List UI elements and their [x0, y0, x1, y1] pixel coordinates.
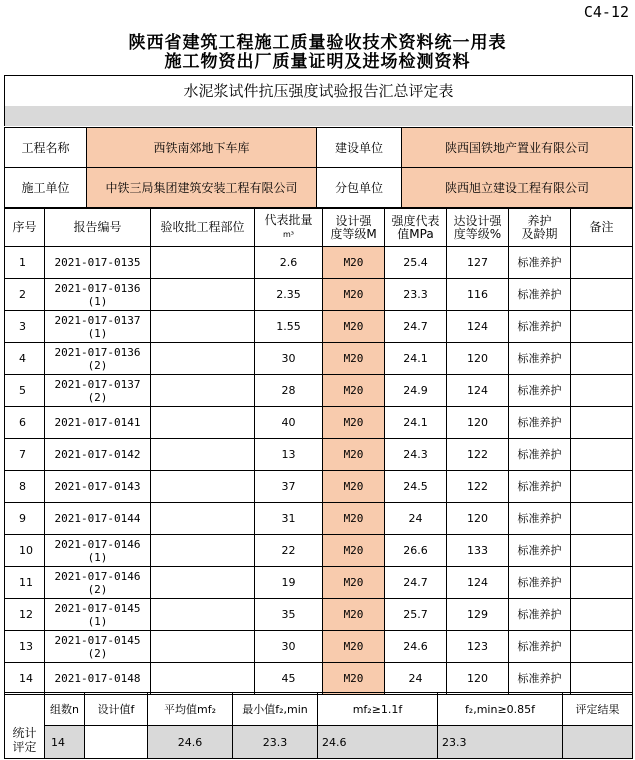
row-report-no[interactable] — [45, 279, 151, 311]
row-curing[interactable]: 标准养护 — [509, 567, 571, 599]
form-code: C4-12 — [583, 3, 629, 21]
row-grade[interactable]: M20 — [323, 663, 385, 695]
row-strength[interactable]: 24.7 — [385, 311, 447, 343]
col-curing — [509, 209, 571, 247]
table-row — [5, 471, 633, 503]
design-value[interactable] — [85, 726, 148, 759]
row-grade[interactable]: M20 — [323, 311, 385, 343]
row-curing[interactable]: 标准养护 — [509, 599, 571, 631]
report-subtitle: 水泥浆试件抗压强度试验报告汇总评定表 — [4, 75, 633, 107]
row-seq[interactable]: 11 — [5, 567, 45, 599]
row-batch[interactable]: 40 — [255, 407, 323, 439]
row-grade[interactable]: M20 — [323, 503, 385, 535]
row-curing[interactable]: 标准养护 — [509, 439, 571, 471]
row-location[interactable] — [151, 343, 255, 375]
row-grade[interactable]: M20 — [323, 535, 385, 567]
stats-label-text: 统计评定 — [12, 726, 37, 754]
col-batch — [255, 209, 323, 247]
result-label: 评定结果 — [563, 693, 633, 726]
row-grade[interactable]: M20 — [323, 343, 385, 375]
contractor-label: 施工单位 — [5, 168, 87, 208]
condition2-label: f₂,min≥0.85f — [438, 693, 563, 726]
row-curing[interactable]: 标准养护 — [509, 375, 571, 407]
row-seq[interactable]: 3 — [5, 311, 45, 343]
row-location[interactable] — [151, 375, 255, 407]
subcontractor-label: 分包单位 — [317, 168, 402, 208]
project-info-table — [4, 127, 633, 208]
row-report-no[interactable] — [45, 407, 151, 439]
row-strength[interactable]: 26.6 — [385, 535, 447, 567]
table-row — [5, 407, 633, 439]
row-strength[interactable]: 24.6 — [385, 631, 447, 663]
col-pct — [447, 209, 509, 247]
row-pct[interactable]: 123 — [447, 631, 509, 663]
row-strength[interactable]: 24.5 — [385, 471, 447, 503]
row-remark[interactable] — [571, 535, 633, 567]
col-grade — [323, 209, 385, 247]
condition2-value[interactable]: 23.3 — [438, 726, 563, 759]
row-strength[interactable]: 24 — [385, 663, 447, 695]
col-grade-b: 度等级M — [330, 226, 377, 241]
table-row — [5, 311, 633, 343]
table-row — [5, 631, 633, 663]
row-batch[interactable]: 2.6 — [255, 247, 323, 279]
row-seq[interactable]: 2 — [5, 279, 45, 311]
row-report-no[interactable] — [45, 343, 151, 375]
average-value[interactable]: 24.6 — [148, 726, 233, 759]
row-batch[interactable]: 31 — [255, 503, 323, 535]
row-report-no[interactable] — [45, 311, 151, 343]
project-name-label: 工程名称 — [5, 128, 87, 168]
row-strength[interactable]: 24.9 — [385, 375, 447, 407]
row-pct[interactable]: 120 — [447, 663, 509, 695]
row-batch[interactable]: 37 — [255, 471, 323, 503]
row-report-no[interactable] — [45, 631, 151, 663]
row-remark[interactable] — [571, 567, 633, 599]
row-location[interactable] — [151, 311, 255, 343]
report-number: 2021-017-0137 — [54, 377, 141, 391]
result-value[interactable] — [563, 726, 633, 759]
report-number: 2021-017-0136 — [54, 345, 141, 359]
row-pct[interactable]: 133 — [447, 535, 509, 567]
row-location[interactable] — [151, 567, 255, 599]
col-batch-a: 代表批量 — [264, 213, 313, 227]
row-seq[interactable]: 8 — [5, 471, 45, 503]
row-pct[interactable]: 129 — [447, 599, 509, 631]
groups-label: 组数n — [45, 693, 85, 726]
test-report-table — [4, 208, 633, 695]
row-strength[interactable]: 25.4 — [385, 247, 447, 279]
report-number-suffix: (2) — [87, 358, 108, 372]
table-header-row — [5, 209, 633, 247]
row-grade[interactable]: M20 — [323, 439, 385, 471]
row-pct[interactable]: 127 — [447, 247, 509, 279]
col-report-no: 报告编号 — [45, 209, 151, 247]
project-name-value[interactable]: 西铁南郊地下车库 — [87, 128, 317, 168]
row-grade[interactable]: M20 — [323, 471, 385, 503]
report-number: 2021-017-0135 — [54, 256, 141, 269]
report-number: 2021-017-0146 — [54, 569, 141, 583]
row-remark[interactable] — [571, 311, 633, 343]
report-number-suffix: (2) — [87, 582, 108, 596]
row-curing[interactable]: 标准养护 — [509, 407, 571, 439]
report-number: 2021-017-0141 — [54, 416, 141, 429]
row-seq[interactable]: 12 — [5, 599, 45, 631]
row-report-no[interactable] — [45, 503, 151, 535]
form-title-secondary: 施工物资出厂质量证明及进场检测资料 — [164, 52, 471, 72]
table-row — [5, 375, 633, 407]
row-curing[interactable]: 标准养护 — [509, 663, 571, 695]
row-remark[interactable] — [571, 439, 633, 471]
row-location[interactable] — [151, 279, 255, 311]
row-seq[interactable]: 4 — [5, 343, 45, 375]
col-curing-a: 养护 — [527, 213, 552, 228]
row-batch[interactable]: 22 — [255, 535, 323, 567]
report-number: 2021-017-0144 — [54, 512, 141, 525]
report-number: 2021-017-0142 — [54, 448, 141, 461]
builder-value[interactable]: 陕西国铁地产置业有限公司 — [402, 128, 633, 168]
row-curing[interactable]: 标准养护 — [509, 535, 571, 567]
table-row — [5, 279, 633, 311]
row-pct[interactable]: 124 — [447, 375, 509, 407]
row-report-no[interactable] — [45, 535, 151, 567]
table-row — [5, 247, 633, 279]
row-curing[interactable]: 标准养护 — [509, 343, 571, 375]
report-number: 2021-017-0136 — [54, 281, 141, 295]
table-row — [5, 663, 633, 695]
row-batch[interactable]: 30 — [255, 631, 323, 663]
condition1-value[interactable]: 24.6 — [318, 726, 438, 759]
report-number-suffix: (1) — [87, 614, 108, 628]
row-seq[interactable]: 9 — [5, 503, 45, 535]
report-number: 2021-017-0143 — [54, 480, 141, 493]
row-pct[interactable]: 120 — [447, 343, 509, 375]
row-location[interactable] — [151, 663, 255, 695]
statistics-table — [4, 692, 633, 759]
row-pct[interactable]: 116 — [447, 279, 509, 311]
row-report-no[interactable] — [45, 567, 151, 599]
row-report-no[interactable] — [45, 471, 151, 503]
row-batch[interactable]: 13 — [255, 439, 323, 471]
col-strength-b: 值MPa — [397, 226, 434, 241]
report-number: 2021-017-0145 — [54, 633, 141, 647]
row-strength[interactable]: 24.1 — [385, 407, 447, 439]
design-value-label: 设计值f — [85, 693, 148, 726]
row-grade[interactable]: M20 — [323, 407, 385, 439]
condition1-label: mf₂≥1.1f — [318, 693, 438, 726]
row-remark[interactable] — [571, 279, 633, 311]
col-strength — [385, 209, 447, 247]
row-curing[interactable]: 标准养护 — [509, 503, 571, 535]
row-strength[interactable]: 24 — [385, 503, 447, 535]
table-row — [5, 535, 633, 567]
row-strength[interactable]: 24.7 — [385, 567, 447, 599]
row-curing[interactable]: 标准养护 — [509, 631, 571, 663]
row-seq[interactable]: 10 — [5, 535, 45, 567]
row-strength[interactable]: 25.7 — [385, 599, 447, 631]
minimum-value[interactable]: 23.3 — [233, 726, 318, 759]
row-grade[interactable]: M20 — [323, 375, 385, 407]
row-remark[interactable] — [571, 471, 633, 503]
row-location[interactable] — [151, 407, 255, 439]
row-batch[interactable]: 19 — [255, 567, 323, 599]
row-batch[interactable]: 1.55 — [255, 311, 323, 343]
table-row — [5, 343, 633, 375]
stats-label — [5, 693, 45, 759]
row-batch[interactable]: 2.35 — [255, 279, 323, 311]
row-grade[interactable]: M20 — [323, 567, 385, 599]
row-location[interactable] — [151, 247, 255, 279]
row-report-no[interactable] — [45, 439, 151, 471]
col-seq: 序号 — [5, 209, 45, 247]
row-remark[interactable] — [571, 407, 633, 439]
row-curing[interactable]: 标准养护 — [509, 311, 571, 343]
row-location[interactable] — [151, 439, 255, 471]
row-batch[interactable]: 30 — [255, 343, 323, 375]
minimum-label: 最小值f₂,min — [233, 693, 318, 726]
row-strength[interactable]: 24.1 — [385, 343, 447, 375]
table-body — [5, 247, 633, 695]
row-seq[interactable]: 1 — [5, 247, 45, 279]
row-grade[interactable]: M20 — [323, 247, 385, 279]
row-strength[interactable]: 23.3 — [385, 279, 447, 311]
row-remark[interactable] — [571, 343, 633, 375]
report-number-suffix: (1) — [87, 326, 108, 340]
row-curing[interactable]: 标准养护 — [509, 471, 571, 503]
row-location[interactable] — [151, 503, 255, 535]
row-remark[interactable] — [571, 663, 633, 695]
row-remark[interactable] — [571, 503, 633, 535]
row-remark[interactable] — [571, 375, 633, 407]
row-grade[interactable]: M20 — [323, 279, 385, 311]
table-row — [5, 439, 633, 471]
row-seq[interactable]: 5 — [5, 375, 45, 407]
average-label: 平均值mf₂ — [148, 693, 233, 726]
builder-label: 建设单位 — [317, 128, 402, 168]
report-number-suffix: (2) — [87, 646, 108, 660]
col-strength-a: 强度代表 — [391, 213, 440, 228]
col-pct-a: 达设计强 — [453, 213, 502, 228]
row-seq[interactable]: 7 — [5, 439, 45, 471]
table-row — [5, 503, 633, 535]
row-pct[interactable]: 122 — [447, 471, 509, 503]
row-location[interactable] — [151, 599, 255, 631]
report-number-suffix: (2) — [87, 390, 108, 404]
report-number: 2021-017-0145 — [54, 601, 141, 615]
report-number-suffix: (1) — [87, 294, 108, 308]
row-batch[interactable]: 45 — [255, 663, 323, 695]
col-grade-a: 设计强 — [335, 213, 372, 228]
row-pct[interactable]: 120 — [447, 407, 509, 439]
contractor-value[interactable]: 中铁三局集团建筑安装工程有限公司 — [87, 168, 317, 208]
row-report-no[interactable] — [45, 247, 151, 279]
row-location[interactable] — [151, 535, 255, 567]
col-pct-b: 度等级% — [453, 226, 502, 241]
form-title: 陕西省建筑工程施工质量验收技术资料统一用表 — [128, 33, 507, 53]
row-grade[interactable]: M20 — [323, 599, 385, 631]
row-location[interactable] — [151, 631, 255, 663]
row-curing[interactable]: 标准养护 — [509, 279, 571, 311]
table-row — [5, 599, 633, 631]
report-number: 2021-017-0146 — [54, 537, 141, 551]
row-remark[interactable] — [571, 631, 633, 663]
col-location: 验收批工程部位 — [151, 209, 255, 247]
report-number: 2021-017-0148 — [54, 672, 141, 685]
col-curing-b: 及龄期 — [521, 226, 558, 241]
report-number: 2021-017-0137 — [54, 313, 141, 327]
row-report-no[interactable] — [45, 599, 151, 631]
col-remark: 备注 — [571, 209, 633, 247]
row-report-no[interactable] — [45, 663, 151, 695]
header-band — [4, 106, 633, 126]
row-seq[interactable]: 6 — [5, 407, 45, 439]
row-strength[interactable]: 24.3 — [385, 439, 447, 471]
row-seq[interactable]: 14 — [5, 663, 45, 695]
table-row — [5, 567, 633, 599]
row-batch[interactable]: 35 — [255, 599, 323, 631]
row-curing[interactable]: 标准养护 — [509, 247, 571, 279]
row-location[interactable] — [151, 471, 255, 503]
row-pct[interactable]: 124 — [447, 567, 509, 599]
col-batch-b: m³ — [283, 230, 294, 239]
row-pct[interactable]: 122 — [447, 439, 509, 471]
row-pct[interactable]: 124 — [447, 311, 509, 343]
row-pct[interactable]: 120 — [447, 503, 509, 535]
row-remark[interactable] — [571, 599, 633, 631]
row-batch[interactable]: 28 — [255, 375, 323, 407]
report-number-suffix: (1) — [87, 550, 108, 564]
row-report-no[interactable] — [45, 375, 151, 407]
row-remark[interactable] — [571, 247, 633, 279]
groups-value[interactable]: 14 — [45, 726, 85, 759]
row-seq[interactable]: 13 — [5, 631, 45, 663]
row-grade[interactable]: M20 — [323, 631, 385, 663]
subcontractor-value[interactable]: 陕西旭立建设工程有限公司 — [402, 168, 633, 208]
